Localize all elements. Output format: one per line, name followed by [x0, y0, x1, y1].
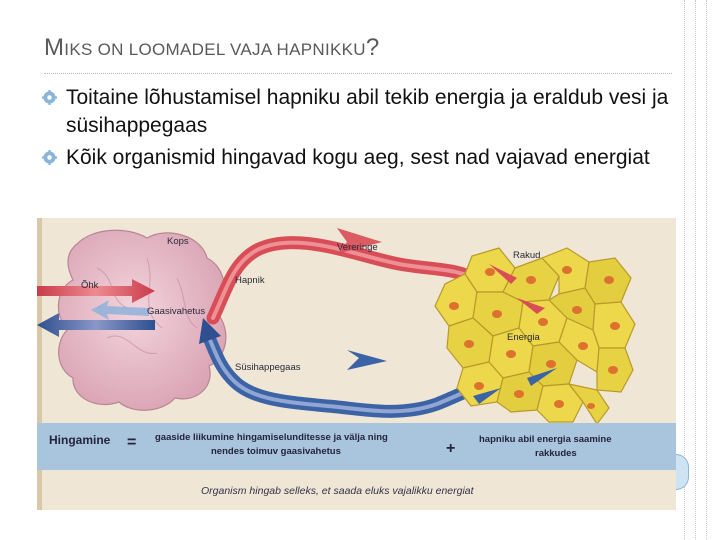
equation-equals: = [127, 434, 137, 451]
energy-label: Energia [507, 332, 540, 343]
circulation-label: Vereringe [337, 242, 378, 253]
respiration-diagram-svg [37, 218, 676, 510]
equation-term: Hingamine [49, 433, 111, 447]
carbon-dioxide-label: Süsihappegaas [235, 362, 301, 373]
air-label: Õhk [81, 280, 99, 291]
figure-caption: Organism hingab selleks, et saada eluks vajalikku energiat [201, 485, 474, 497]
equation-part2-line1: hapniku abil energia saamine [479, 434, 612, 445]
title-text: IKS ON LOOMADEL VAJA HAPNIKKU [64, 40, 366, 59]
decorative-rail [695, 0, 696, 540]
respiration-diagram [37, 218, 676, 510]
equation-part2-line2: rakkudes [535, 448, 577, 459]
gas-exchange-label: Gaasivahetus [147, 306, 206, 317]
decorative-bubble [676, 454, 689, 490]
title-question-mark: ? [365, 34, 380, 61]
bullet-item [42, 84, 672, 140]
bullet-text: Kõik organismid hingavad kogu aeg, sest nad vajavad energiat [66, 146, 650, 169]
bullet-text: Toitaine lõhustamisel hapniku abil tekib energia ja eraldub vesi ja süsihappegaas [66, 86, 669, 137]
decorative-rail [706, 0, 707, 540]
equation-part1-line1: gaaside liikumine hingamiselunditesse ja välja ning [155, 432, 388, 443]
lung-label: Kops [167, 236, 189, 247]
gear-bullet-icon [42, 90, 57, 105]
cells-label: Rakud [513, 250, 541, 261]
equation-part1-line2: nendes toimuv gaasivahetus [211, 446, 341, 457]
bullet-item [42, 144, 672, 172]
equation-plus: + [446, 440, 456, 457]
gear-bullet-icon [42, 150, 57, 165]
title-divider [44, 73, 672, 74]
title-initial: M [44, 34, 65, 61]
oxygen-label: Hapnik [235, 275, 265, 286]
bullet-list [42, 84, 672, 176]
slide-title [44, 34, 644, 62]
